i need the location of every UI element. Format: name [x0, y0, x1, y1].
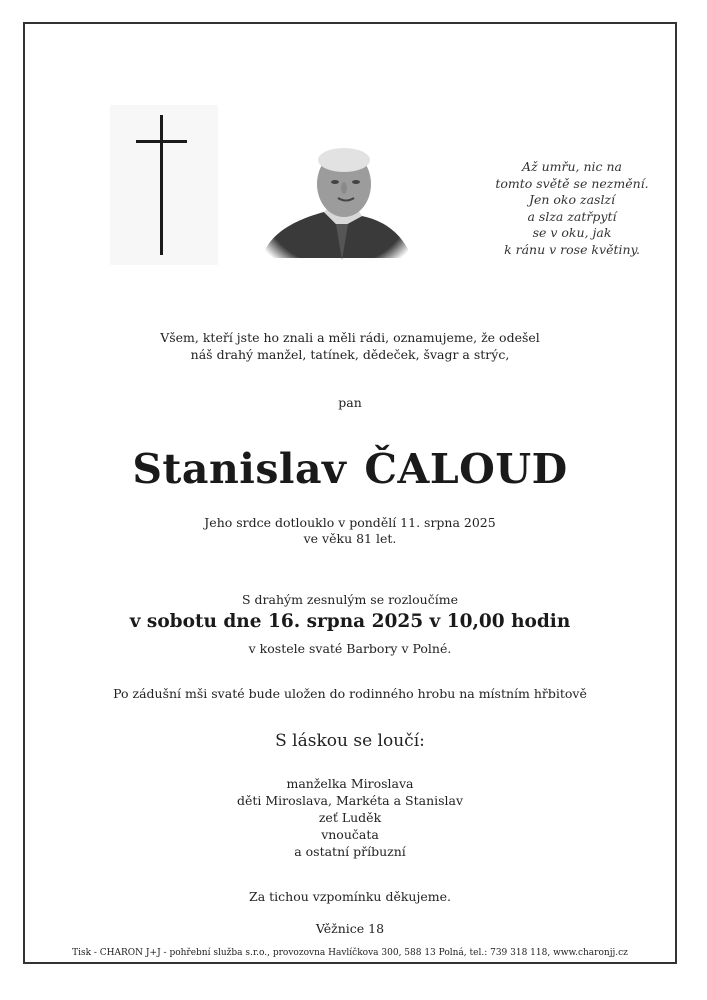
cross-icon	[110, 105, 218, 265]
cross-panel	[110, 105, 218, 265]
poem-line: se v oku, jak	[532, 225, 612, 240]
honorific: pan	[338, 395, 362, 410]
poem	[476, 159, 668, 258]
announcement-intro	[23, 329, 677, 363]
death-info	[23, 515, 677, 547]
print-footer: Tisk - CHARON J+J - pohřební služba s.r.o., provozovna Havlíčkova 300, 588 13 Polná, tel.: 739 318 118, www.charonjj.cz	[72, 948, 628, 958]
mourner: a ostatní příbuzní	[294, 844, 406, 859]
intro-line: Všem, kteří jste ho znali a měli rádi, oznamujeme, že odešel	[160, 330, 540, 345]
intro-line: náš drahý manžel, tatínek, dědeček, švagr a strýc,	[190, 347, 510, 362]
poem-line: k ránu v rose květiny.	[504, 241, 640, 257]
death-date: Jeho srdce dotlouklo v pondělí 11. srpna 2025	[204, 515, 496, 530]
farewell-intro: S drahým zesnulým se rozloučíme	[242, 592, 458, 607]
deceased-name	[23, 445, 677, 493]
farewell-place: v kostele svaté Barbory v Polné.	[248, 641, 452, 656]
mourner: vnoučata	[321, 827, 379, 842]
mourner: manželka Miroslava	[286, 776, 414, 791]
first-name: Stanislav	[132, 445, 347, 493]
mourners-list	[23, 775, 677, 860]
burial-info: Po zádušní mši svaté bude uložen do rodinného hrobu na místním hřbitově	[113, 686, 587, 701]
poem-line: Až umřu, nic na	[522, 159, 622, 174]
poem-line: a slza zatřpytí	[527, 208, 617, 224]
portrait-photo	[262, 140, 412, 262]
mourner: děti Miroslava, Markéta a Stanislav	[236, 793, 464, 808]
farewell-date: v sobotu dne 16. srpna 2025 v 10,00 hodin	[129, 611, 571, 632]
surname: ČALOUD	[364, 445, 568, 493]
poem-line: tomto světě se nezmění.	[495, 175, 649, 191]
mourner: zeť Luděk	[318, 810, 382, 825]
family-address: Věžnice 18	[315, 921, 385, 936]
death-age: ve věku 81 let.	[303, 531, 397, 546]
mourners-heading: S láskou se loučí:	[275, 731, 425, 751]
poem-line: Jen oko zaslzí	[528, 192, 616, 207]
thanks-line: Za tichou vzpomínku děkujeme.	[249, 889, 451, 904]
